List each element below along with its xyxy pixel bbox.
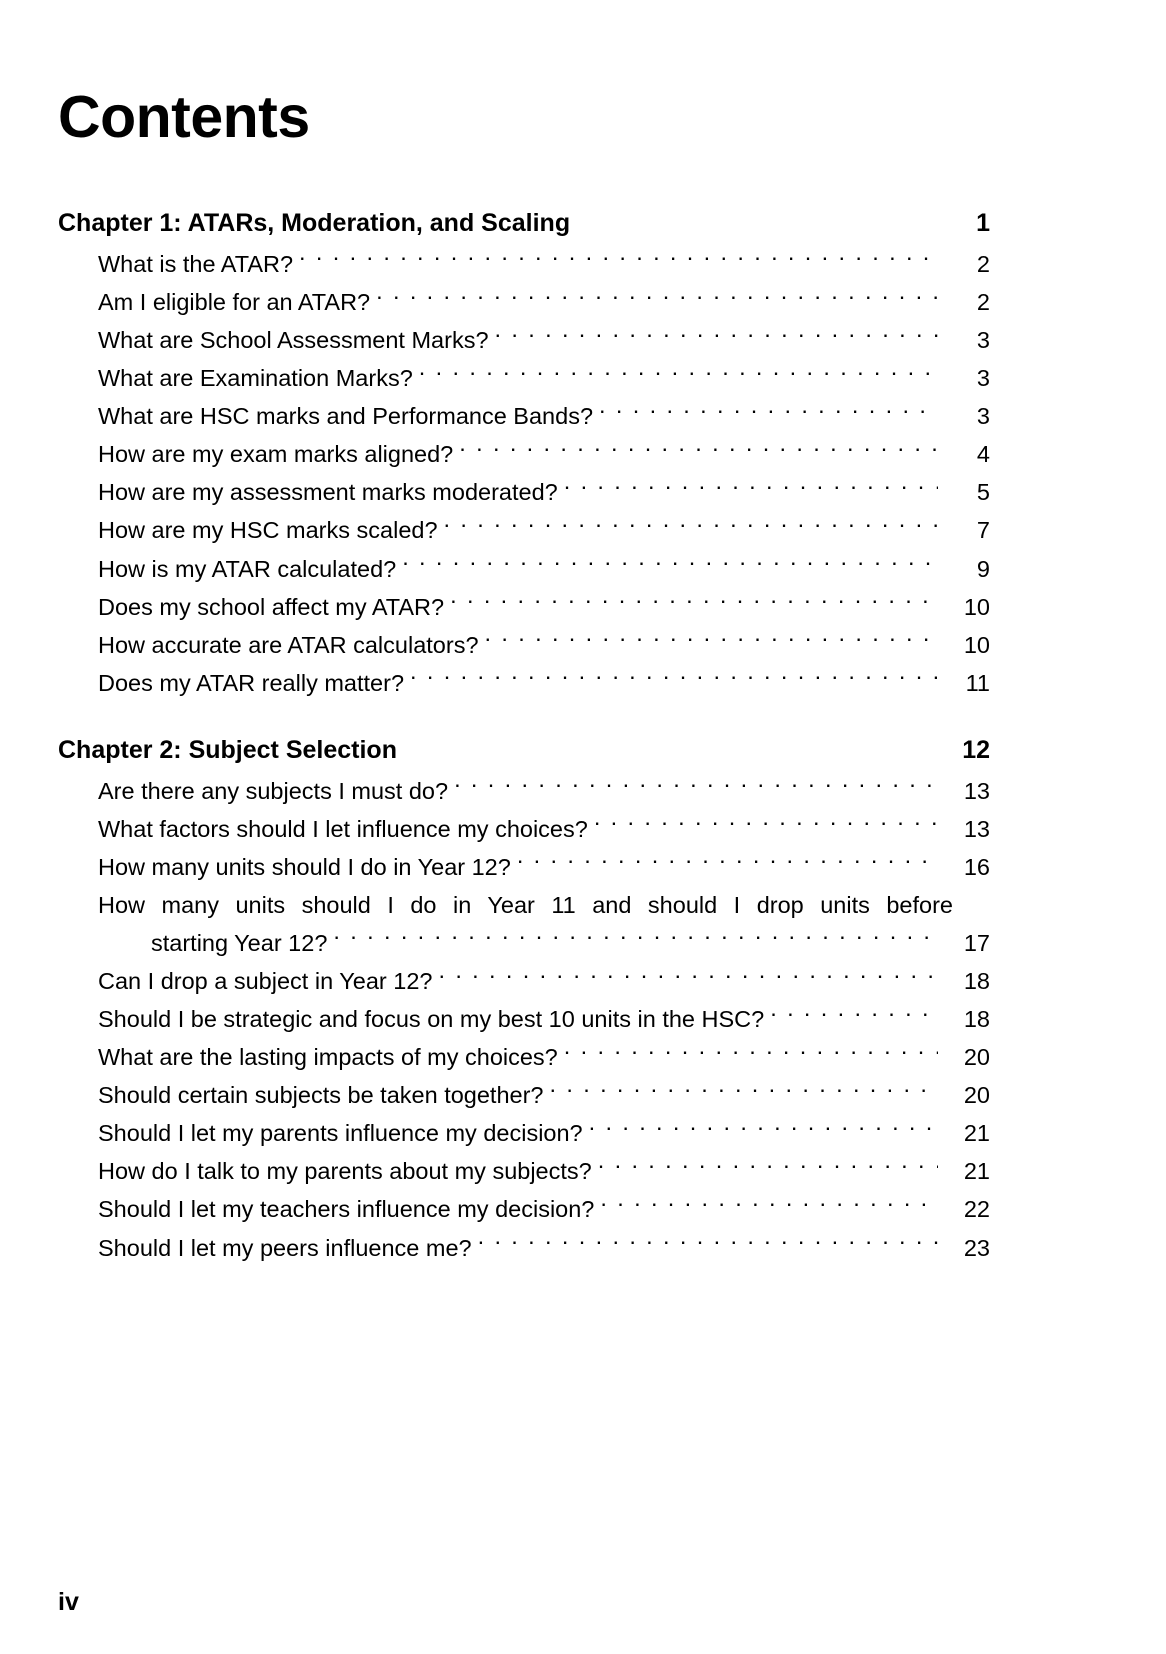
toc-entry-page: 20 (963, 1044, 990, 1071)
toc-entry-page: 10 (963, 631, 990, 658)
toc-entry-label: Should I let my teachers influence my decision? (98, 1196, 595, 1223)
chapter-title: Chapter 2: Subject Selection (58, 735, 397, 764)
toc-entry-page: 17 (963, 930, 990, 956)
chapter-block (58, 209, 990, 702)
toc-entry[interactable] (58, 1152, 990, 1190)
toc-entry-page: 22 (963, 1196, 990, 1223)
dot-leader (564, 1042, 938, 1066)
toc-entry-label: Should I let my parents influence my decision? (98, 1120, 583, 1147)
toc-entry[interactable] (58, 1229, 990, 1267)
toc-entry-label: Should I let my peers influence me? (98, 1234, 472, 1261)
toc-entry-label: How many units should I do in Year 12? (98, 853, 511, 880)
toc-entry[interactable] (58, 626, 990, 664)
dot-leader (299, 249, 938, 273)
toc-entry-label: What is the ATAR? (98, 251, 294, 277)
dot-leader (770, 1004, 938, 1028)
toc-entry-line2 (98, 924, 990, 962)
toc-entry-page: 3 (976, 365, 990, 392)
toc-entry[interactable] (58, 810, 990, 848)
page-title: Contents (58, 84, 310, 150)
toc-entry-page: 16 (963, 853, 990, 880)
toc-entry-label: Am I eligible for an ATAR? (98, 289, 371, 316)
toc-entry[interactable] (58, 1190, 990, 1228)
toc-entry-label: What are Examination Marks? (98, 365, 413, 392)
toc-entry[interactable] (58, 550, 990, 588)
toc-entry-page: 18 (963, 968, 990, 995)
toc-entry[interactable] (58, 772, 990, 810)
toc-entry-label: How are my assessment marks moderated? (98, 479, 558, 506)
toc-entry-label: Does my school affect my ATAR? (98, 593, 445, 620)
chapter-heading-2[interactable] (58, 736, 990, 765)
toc-entry-page: 20 (963, 1082, 990, 1109)
dot-leader (495, 325, 938, 349)
toc-content (58, 84, 990, 1267)
dot-leader (550, 1080, 939, 1104)
toc-entry[interactable] (58, 511, 990, 549)
toc-entry-label: Are there any subjects I must do? (98, 777, 449, 804)
toc-entry[interactable] (58, 588, 990, 626)
dot-leader (454, 775, 938, 799)
toc-entry-page: 5 (976, 479, 990, 506)
toc-entry-label: How is my ATAR calculated? (98, 555, 397, 582)
toc-entry-label: Can I drop a subject in Year 12? (98, 968, 433, 995)
toc-entry-page: 21 (963, 1120, 990, 1147)
toc-entry-page: 11 (965, 669, 990, 696)
toc-entry-label: How are my exam marks aligned? (98, 441, 454, 468)
toc-entry-page: 4 (976, 441, 990, 468)
toc-entry-label: What are the lasting impacts of my choices? (98, 1044, 558, 1071)
dot-leader (444, 515, 938, 539)
chapter-heading-1[interactable] (58, 209, 990, 238)
dot-leader (333, 928, 938, 952)
toc-entry[interactable] (58, 397, 990, 435)
toc-entry-page: 2 (976, 251, 990, 277)
toc-entry[interactable] (58, 245, 990, 283)
toc-entry-page: 18 (963, 1006, 990, 1033)
dot-leader (402, 553, 938, 577)
toc-entry-label: How do I talk to my parents about my subjects? (98, 1158, 592, 1185)
toc-entry-label-line2: starting Year 12? (151, 930, 328, 956)
toc-entry-label: What factors should I let influence my choices? (98, 815, 588, 842)
chapter-page-number: 12 (962, 735, 990, 764)
toc-entry[interactable] (58, 1076, 990, 1114)
toc-entry[interactable] (58, 321, 990, 359)
dot-leader (598, 1156, 938, 1180)
dot-leader (419, 363, 938, 387)
toc-entry-page: 7 (976, 517, 990, 544)
toc-entry-page: 21 (963, 1158, 990, 1185)
toc-entry-label: Should certain subjects be taken together? (98, 1082, 544, 1109)
dot-leader (438, 966, 938, 990)
toc-entry[interactable] (58, 1038, 990, 1076)
toc-entry-page: 9 (976, 555, 990, 582)
dot-leader (376, 287, 938, 311)
toc-entry-page: 10 (963, 593, 990, 620)
dot-leader (564, 477, 938, 501)
toc-entry[interactable] (58, 962, 990, 1000)
dot-leader (485, 629, 938, 653)
toc-entry-page: 13 (963, 815, 990, 842)
toc-entry-page: 13 (963, 777, 990, 804)
toc-entry[interactable] (58, 359, 990, 397)
chapter-page-number: 1 (976, 209, 990, 237)
toc-entry-page: 3 (976, 403, 990, 430)
chapter-title: Chapter 1: ATARs, Moderation, and Scaling (58, 209, 571, 237)
toc-entry-label: Should I be strategic and focus on my best 10 units in the HSC? (98, 1006, 765, 1033)
toc-entry-label-line1: How many units should I do in Year 11 and should I drop units before (98, 891, 953, 918)
dot-leader (600, 1194, 938, 1218)
toc-entry[interactable] (58, 886, 990, 962)
dot-leader (589, 1118, 938, 1142)
toc-entry[interactable] (58, 848, 990, 886)
toc-entry-label: How accurate are ATAR calculators? (98, 631, 479, 658)
toc-entry-page: 3 (976, 327, 990, 354)
dot-leader (450, 591, 938, 615)
toc-entry-label: What are HSC marks and Performance Bands? (98, 403, 594, 430)
toc-entry[interactable] (58, 473, 990, 511)
toc-entry[interactable] (58, 1000, 990, 1038)
toc-entry[interactable] (58, 1114, 990, 1152)
dot-leader (517, 851, 938, 875)
toc-entry-label: Does my ATAR really matter? (98, 669, 405, 696)
toc-entry[interactable] (58, 435, 990, 473)
toc-entry-label: What are School Assessment Marks? (98, 327, 489, 354)
toc-entry-label: How are my HSC marks scaled? (98, 517, 438, 544)
dot-leader (459, 439, 938, 463)
dot-leader (599, 401, 938, 425)
toc-entry-page: 2 (976, 289, 990, 316)
chapter-block (58, 736, 990, 1267)
toc-entry[interactable] (58, 664, 990, 702)
toc-entry[interactable] (58, 283, 990, 321)
dot-leader (478, 1232, 938, 1256)
dot-leader (594, 813, 938, 837)
toc-entry-page: 23 (963, 1234, 990, 1261)
page-folio: iv (58, 1588, 79, 1616)
dot-leader (410, 667, 938, 691)
